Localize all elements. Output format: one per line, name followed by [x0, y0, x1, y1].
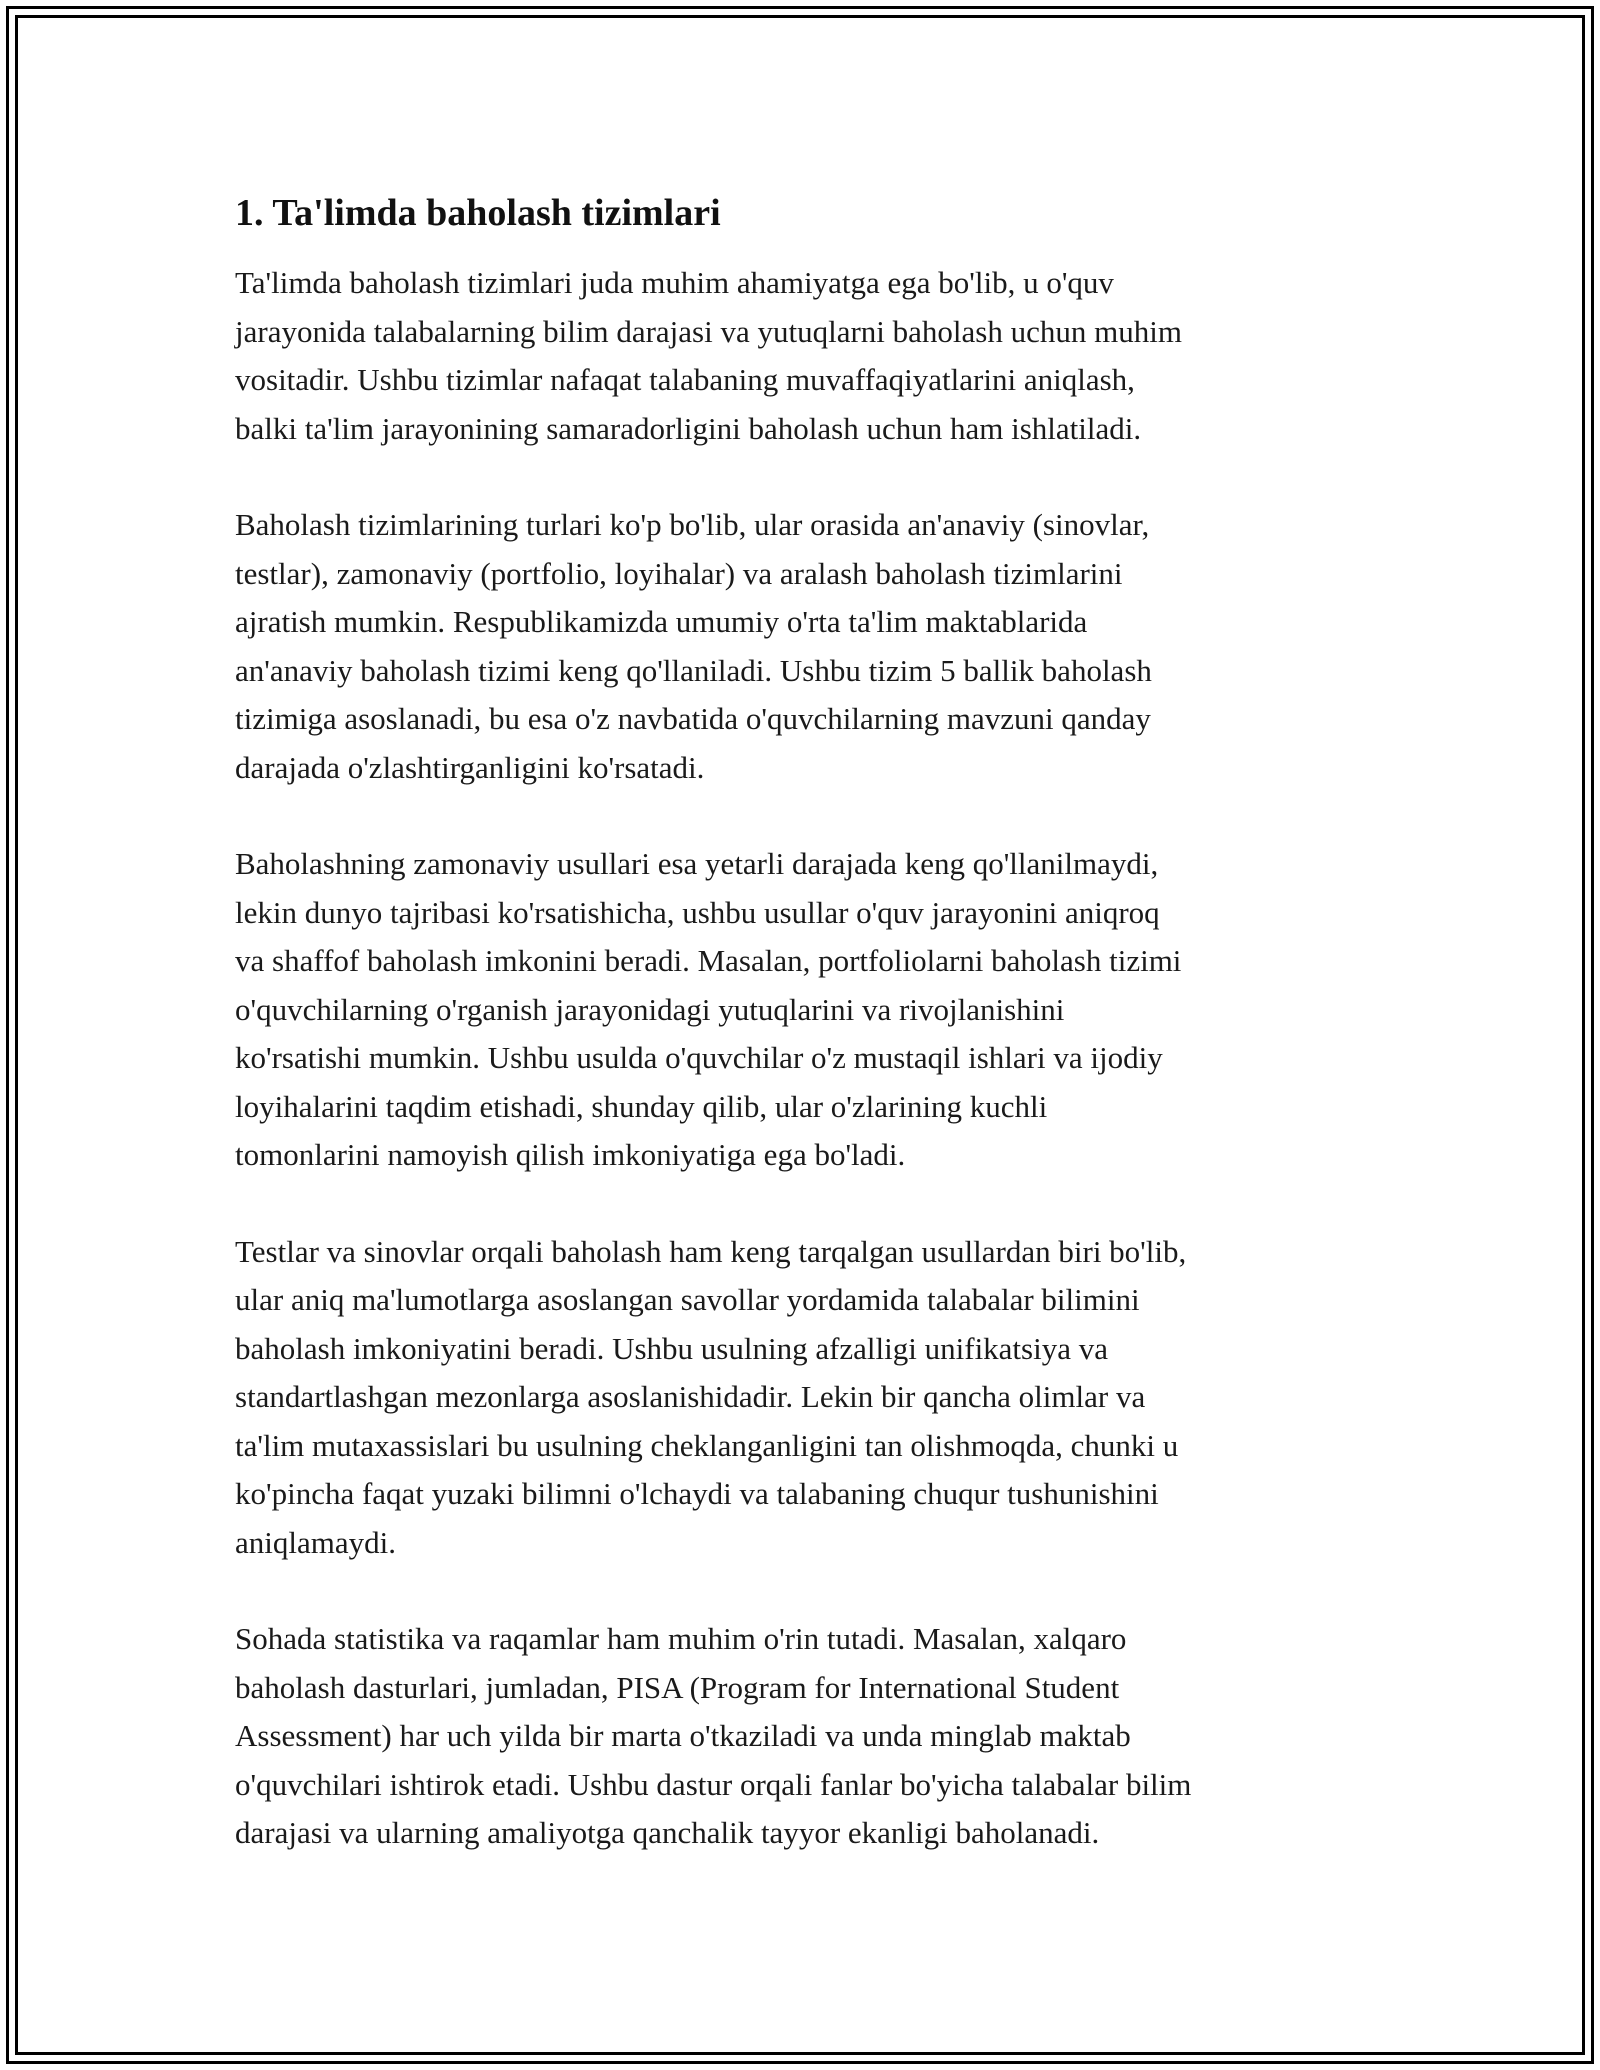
text-line: darajasi va ularning amaliyotga qanchalik tayyor ekanligi baholanadi. [235, 1815, 1100, 1850]
text-line: baholash imkoniyatini beradi. Ushbu usulning afzalligi unifikatsiya va [235, 1330, 1108, 1366]
text-line: balki ta'lim jarayonining samaradorligini baholash uchun ham ishlatiladi. [235, 410, 1142, 446]
text-line: ta'lim mutaxassislari bu usulning cheklanganligini tan olishmoqda, chunki u [235, 1427, 1179, 1463]
text-line: an'anaviy baholash tizimi keng qo'llaniladi. Ushbu tizim 5 ballik baholash [235, 652, 1152, 688]
text-line: Ta'limda baholash tizimlari juda muhim ahamiyatga ega bo'lib, u o'quv [235, 265, 1114, 300]
document-body [235, 185, 1375, 1906]
paragraph-2 [235, 501, 1375, 792]
text-line: Testlar va sinovlar orqali baholash ham keng tarqalgan usullardan biri bo'lib, [235, 1233, 1187, 1269]
text-line: aniqlamaydi. [235, 1524, 396, 1560]
paragraph-3 [235, 840, 1375, 1180]
text-line: testlar), zamonaviy (portfolio, loyihalar) va aralash baholash tizimlarini [235, 555, 1123, 591]
text-line: vositadir. Ushbu tizimlar nafaqat talabaning muvaffaqiyatlarini aniqlash, [235, 362, 1135, 397]
text-line: ular aniq ma'lumotlarga asoslangan savollar yordamida talabalar bilimini [235, 1282, 1140, 1317]
text-line: va shaffof baholash imkonini beradi. Masalan, portfoliolarni baholash tizimi [235, 943, 1182, 978]
paragraph-4 [235, 1228, 1375, 1568]
text-line: standartlashgan mezonlarga asoslanishidadir. Lekin bir qancha olimlar va [235, 1379, 1146, 1414]
text-line: o'quvchilarning o'rganish jarayonidagi yutuqlarini va rivojlanishini [235, 991, 1065, 1027]
text-line: tomonlarini namoyish qilish imkoniyatiga ega bo'ladi. [235, 1137, 906, 1172]
text-line: lekin dunyo tajribasi ko'rsatishicha, ushbu usullar o'quv jarayonini aniqroq [235, 894, 1160, 930]
text-line: ajratish mumkin. Respublikamizda umumiy o'rta ta'lim maktablarida [235, 604, 1088, 639]
text-line: tizimiga asoslanadi, bu esa o'z navbatida o'quvchilarning mavzuni qanday [235, 701, 1151, 736]
section-heading: 1. Ta'limda baholash tizimlari [235, 192, 721, 234]
text-line: ko'rsatishi mumkin. Ushbu usulda o'quvchilar o'z mustaqil ishlari va ijodiy [235, 1040, 1163, 1075]
text-line: Assessment) har uch yilda bir marta o'tkaziladi va unda minglab maktab [235, 1718, 1131, 1753]
paragraph-5 [235, 1615, 1375, 1858]
text-line: Baholashning zamonaviy usullari esa yetarli darajada keng qo'llanilmaydi, [235, 846, 1159, 881]
text-line: darajada o'zlashtirganligini ko'rsatadi. [235, 749, 705, 785]
text-line: Sohada statistika va raqamlar ham muhim o'rin tutadi. Masalan, xalqaro [235, 1621, 1127, 1656]
text-line: Baholash tizimlarining turlari ko'p bo'lib, ular orasida an'anaviy (sinovlar, [235, 507, 1150, 542]
text-line: ko'pincha faqat yuzaki bilimni o'lchaydi va talabaning chuqur tushunishini [235, 1476, 1159, 1511]
text-line: loyihalarini taqdim etishadi, shunday qilib, ular o'zlarining kuchli [235, 1088, 1048, 1124]
text-line: jarayonida talabalarning bilim darajasi va yutuqlarni baholash uchun muhim [235, 313, 1182, 349]
text-line: o'quvchilari ishtirok etadi. Ushbu dastur orqali fanlar bo'yicha talabalar bilim [235, 1766, 1192, 1802]
paragraph-1 [235, 259, 1375, 453]
text-line: baholash dasturlari, jumladan, PISA (Program for International Student [235, 1669, 1120, 1705]
